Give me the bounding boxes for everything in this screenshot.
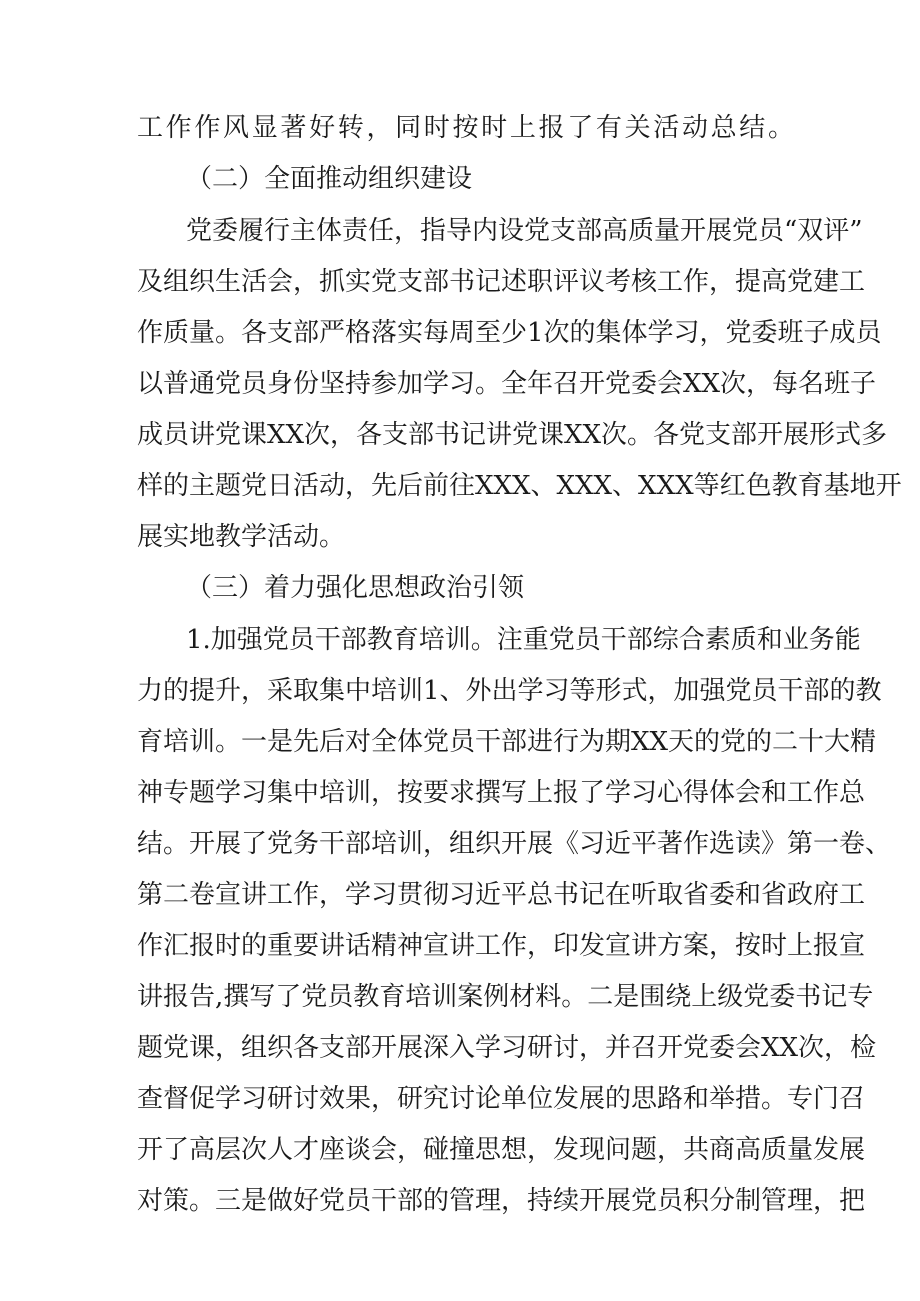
section-heading: （二）全面推动组织建设 [186, 164, 473, 194]
paragraph-line: 题党课，组织各支部开展深入学习研讨，并召开党委会XX次，检 [137, 1033, 877, 1063]
paragraph-line: 1.加强党员干部教育培训。注重党员干部综合素质和业务能 [186, 625, 861, 655]
paragraph-line: 讲报告,撰写了党员教育培训案例材料。二是围绕上级党委书记专 [137, 982, 874, 1012]
paragraph-line: 对策。三是做好党员干部的管理，持续开展党员积分制管理，把 [137, 1186, 866, 1216]
paragraph-line: 育培训。一是先后对全体党员干部进行为期XX天的党的二十大精 [137, 727, 877, 757]
paragraph-line: 力的提升，采取集中培训1、外出学习等形式，加强党员干部的教 [137, 676, 882, 706]
paragraph-line: 展实地教学活动。 [137, 522, 346, 552]
paragraph-line: 第二卷宣讲工作，学习贯彻习近平总书记在听取省委和省政府工 [137, 880, 866, 910]
paragraph-line: 以普通党员身份坚持参加学习。全年召开党委会XX次，每名班子 [137, 369, 877, 399]
paragraph-line: 成员讲党课XX次，各支部书记讲党课XX次。各党支部开展形式多 [137, 420, 888, 450]
paragraph-line: 作质量。各支部严格落实每周至少1次的集体学习，党委班子成员 [137, 318, 882, 348]
paragraph-line: 开了高层次人才座谈会，碰撞思想，发现问题，共商高质量发展 [137, 1135, 866, 1165]
paragraph-line: 工作作风显著好转，同时按时上报了有关活动总结。 [137, 113, 794, 143]
paragraph-line: 及组织生活会，抓实党支部书记述职评议考核工作，提高党建工 [137, 267, 866, 297]
paragraph-line: 查督促学习研讨效果，研究讨论单位发展的思路和举措。专门召 [137, 1084, 866, 1114]
paragraph-line: 结。开展了党务干部培训，组织开展《习近平著作选读》第一卷、 [137, 829, 892, 859]
section-heading: （三）着力强化思想政治引领 [186, 573, 525, 603]
paragraph-line: 党委履行主体责任，指导内设党支部高质量开展党员“双评” [186, 216, 863, 246]
paragraph-line: 样的主题党日活动，先后前往XXX、XXX、XXX等红色教育基地开 [137, 471, 902, 501]
paragraph-line: 作汇报时的重要讲话精神宣讲工作，印发宣讲方案，按时上报宣 [137, 931, 866, 961]
paragraph-line: 神专题学习集中培训，按要求撰写上报了学习心得体会和工作总 [137, 778, 866, 808]
